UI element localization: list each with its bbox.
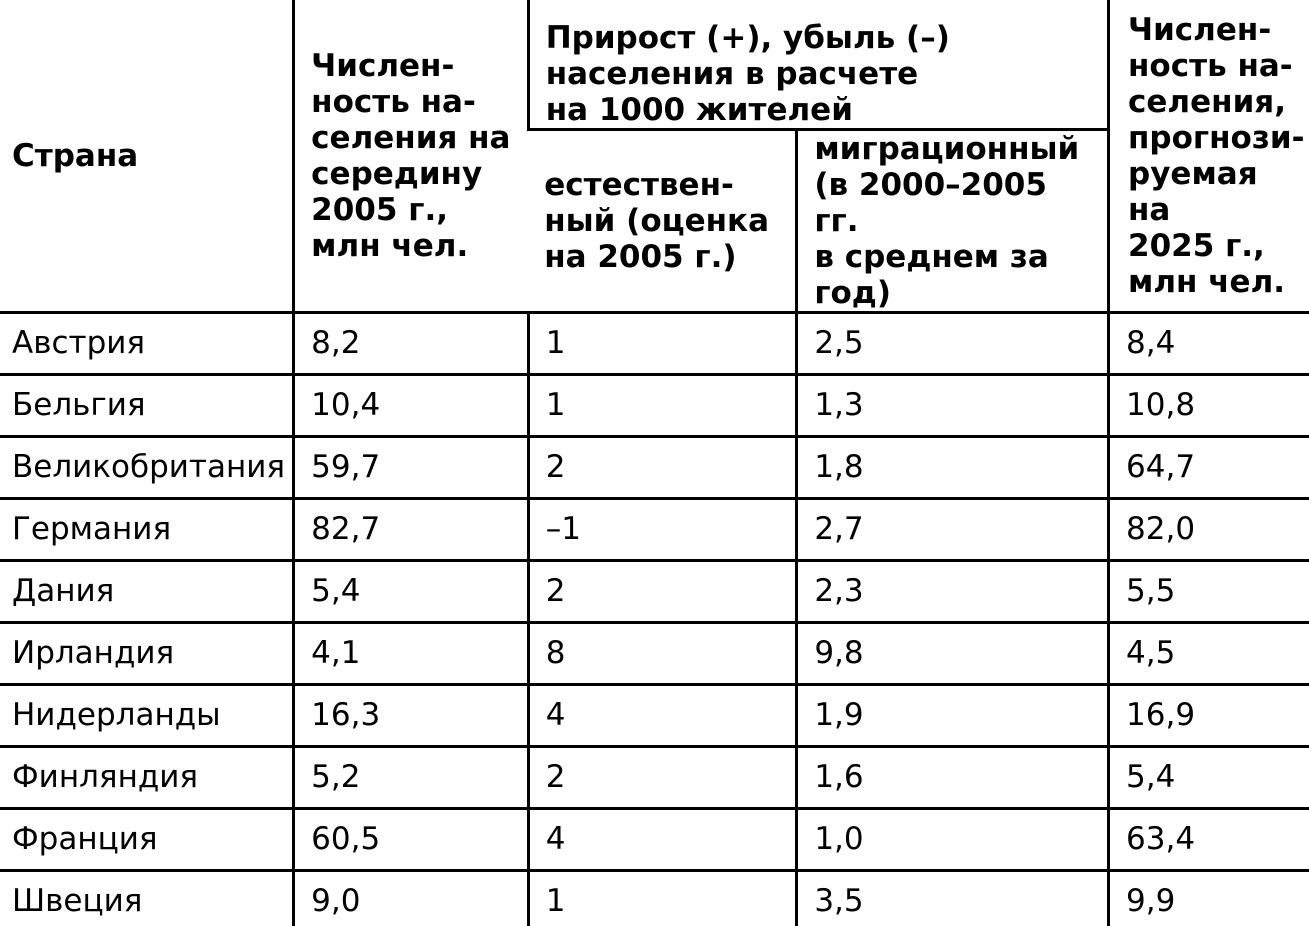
- cell-natural: 1: [528, 375, 797, 437]
- cell-migration: 1,8: [797, 437, 1109, 499]
- header-country: Страна: [12, 137, 139, 174]
- cell-population-2025: 5,5: [1109, 561, 1309, 623]
- cell-country: Германия: [0, 499, 294, 561]
- cell-migration: 2,5: [797, 313, 1109, 375]
- cell-population-2005: 9,0: [294, 871, 529, 926]
- table-row: [0, 623, 1309, 685]
- cell-natural: 8: [528, 623, 797, 685]
- cell-population-2005: 82,7: [294, 499, 529, 561]
- cell-migration: 1,6: [797, 747, 1109, 809]
- cell-population-2025: 4,5: [1109, 623, 1309, 685]
- table-body: [0, 313, 1309, 926]
- cell-country: Бельгия: [0, 375, 294, 437]
- cell-country: Дания: [0, 561, 294, 623]
- cell-population-2005: 5,2: [294, 747, 529, 809]
- cell-population-2005: 5,4: [294, 561, 529, 623]
- cell-population-2025: 63,4: [1109, 809, 1309, 871]
- table-row: [0, 499, 1309, 561]
- cell-natural: 1: [528, 313, 797, 375]
- table-header: [0, 0, 1309, 313]
- table-row: [0, 437, 1309, 499]
- cell-population-2025: 8,4: [1109, 313, 1309, 375]
- header-population-2025: Числен- ность на- селения, прогнози- руемая на 2025 г., млн чел.: [1109, 0, 1309, 313]
- cell-natural: 4: [528, 685, 797, 747]
- cell-population-2025: 5,4: [1109, 747, 1309, 809]
- cell-natural: 2: [528, 747, 797, 809]
- table-row: [0, 561, 1309, 623]
- table-row: [0, 313, 1309, 375]
- cell-population-2005: 60,5: [294, 809, 529, 871]
- header-natural: естествен- ный (оценка на 2005 г.): [528, 130, 797, 313]
- cell-population-2005: 59,7: [294, 437, 529, 499]
- cell-country: Великобритания: [0, 437, 294, 499]
- table-row: [0, 685, 1309, 747]
- cell-population-2025: 16,9: [1109, 685, 1309, 747]
- header-population-2005: Числен- ность на- селения на середину 2005 г., млн чел.: [294, 0, 529, 313]
- table-row: [0, 809, 1309, 871]
- cell-country: Нидерланды: [0, 685, 294, 747]
- cell-migration: 9,8: [797, 623, 1109, 685]
- table-row: [0, 871, 1309, 926]
- cell-population-2025: 82,0: [1109, 499, 1309, 561]
- cell-country: Финляндия: [0, 747, 294, 809]
- cell-population-2005: 10,4: [294, 375, 529, 437]
- cell-country: Ирландия: [0, 623, 294, 685]
- cell-population-2005: 4,1: [294, 623, 529, 685]
- cell-population-2025: 64,7: [1109, 437, 1309, 499]
- cell-migration: 1,0: [797, 809, 1109, 871]
- cell-population-2005: 16,3: [294, 685, 529, 747]
- cell-population-2025: 9,9: [1109, 871, 1309, 926]
- cell-migration: 3,5: [797, 871, 1109, 926]
- table-row: [0, 375, 1309, 437]
- cell-natural: 2: [528, 561, 797, 623]
- cell-migration: 1,3: [797, 375, 1109, 437]
- cell-country: Швеция: [0, 871, 294, 926]
- cell-migration: 2,7: [797, 499, 1109, 561]
- header-growth-group: Прирост (+), убыль (–) населения в расчете на 1000 жителей: [528, 0, 1108, 130]
- cell-natural: 1: [528, 871, 797, 926]
- header-migration: миграционный (в 2000–2005 гг. в среднем за год): [797, 130, 1109, 313]
- cell-country: Франция: [0, 809, 294, 871]
- cell-population-2025: 10,8: [1109, 375, 1309, 437]
- cell-migration: 2,3: [797, 561, 1109, 623]
- cell-natural: 4: [528, 809, 797, 871]
- cell-natural: 2: [528, 437, 797, 499]
- table-row: [0, 747, 1309, 809]
- cell-migration: 1,9: [797, 685, 1109, 747]
- cell-population-2005: 8,2: [294, 313, 529, 375]
- cell-natural: –1: [528, 499, 797, 561]
- cell-country: Австрия: [0, 313, 294, 375]
